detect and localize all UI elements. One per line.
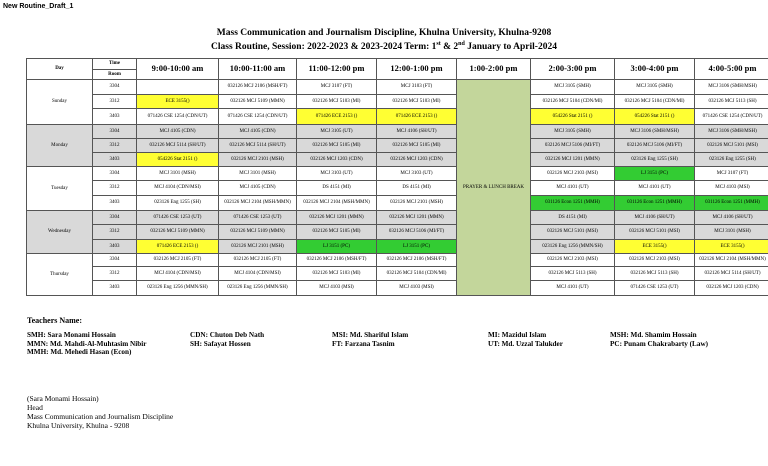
class-cell: 032126 MCJ 5114 (SH/UT) bbox=[695, 267, 768, 281]
teacher-column bbox=[488, 331, 563, 348]
class-cell: 071426 CSE 1254 (CDN/UT) bbox=[137, 109, 219, 125]
class-cell: LJ 3151 (PC) bbox=[615, 167, 695, 181]
class-cell: ECE 3155() bbox=[695, 240, 768, 254]
room-number: 3403 bbox=[93, 281, 137, 296]
class-cell: 032126 MCJ 2104 (MSH/MMN) bbox=[695, 254, 768, 267]
class-cell: 032126 MCJ 5113 (SH) bbox=[531, 267, 615, 281]
class-cell: 071426 CSE 1254 (CDN/UT) bbox=[219, 109, 297, 125]
class-cell: 032126 MCJ 1203 (CDN) bbox=[377, 153, 457, 167]
class-cell: 032126 MCJ 5103 (MI) bbox=[297, 267, 377, 281]
teacher-entry: MMN: Md. Mahdi-Al-Muhtasim Nibir bbox=[27, 339, 147, 348]
routine-row bbox=[27, 254, 768, 267]
teacher-entry: MMH: Md. Mehedi Hasan (Econ) bbox=[27, 348, 132, 357]
class-cell: MCJ 4105 (CDN) bbox=[219, 181, 297, 196]
class-cell: MCJ 4101 (UT) bbox=[615, 181, 695, 196]
class-cell: 032126 MCJ 5114 (SH/UT) bbox=[219, 139, 297, 153]
signature-university: Khulna University, Khulna - 9208 bbox=[27, 421, 130, 430]
class-cell: MCJ 3101 (MSH) bbox=[695, 225, 768, 240]
class-cell: MCJ 4106 (SH/UT) bbox=[615, 211, 695, 225]
teacher-entry: MSH: Md. Shamim Hossain bbox=[610, 331, 697, 339]
teachers-section bbox=[27, 317, 82, 329]
routine-row bbox=[27, 267, 768, 281]
class-cell: 032126 MCJ 5104 (CDN/MI) bbox=[615, 95, 695, 109]
class-cell: MCJ 4106 (SH/UT) bbox=[695, 211, 768, 225]
class-cell: 023126 Eng 1255 (SH) bbox=[615, 153, 695, 167]
class-cell: MCJ 3105 (SMH) bbox=[531, 80, 615, 95]
class-cell: MCJ 4101 (UT) bbox=[531, 281, 615, 296]
routine-row bbox=[27, 281, 768, 296]
class-cell: MCJ 3103 (UT) bbox=[297, 167, 377, 181]
class-cell: 071426 CSE 1254 (CDN/UT) bbox=[695, 109, 768, 125]
class-cell: DS 4151 (MI) bbox=[377, 181, 457, 196]
room-number: 3312 bbox=[93, 225, 137, 240]
day-label-monday: Monday bbox=[27, 125, 93, 167]
teacher-entry: MI: Mazidul Islam bbox=[488, 331, 547, 339]
class-cell: 032126 MCJ 1203 (CDN) bbox=[695, 281, 768, 296]
routine-row bbox=[27, 95, 768, 109]
teacher-entry: CDN: Chuton Deb Nath bbox=[190, 331, 265, 339]
slot-header: 3:00-4:00 pm bbox=[615, 59, 695, 80]
routine-row bbox=[27, 240, 768, 254]
class-cell: 032126 MCJ 5106 (MI/FT) bbox=[615, 139, 695, 153]
class-cell: LJ 3151 (PC) bbox=[297, 240, 377, 254]
class-cell: 032126 MCJ 5101 (MSI) bbox=[695, 139, 768, 153]
class-cell: 032126 MCJ 5101 (MSI) bbox=[615, 225, 695, 240]
class-cell bbox=[137, 80, 219, 95]
class-cell: 032126 MCJ 5104 (CDN/MI) bbox=[531, 95, 615, 109]
class-cell: 032126 MCJ 5103 (MI) bbox=[297, 95, 377, 109]
signature-name: (Sara Monami Hossain) bbox=[27, 394, 99, 403]
class-cell: 032126 MCJ 1201 (MMN) bbox=[531, 153, 615, 167]
teacher-column bbox=[27, 331, 146, 357]
class-cell: 054226 Stat 2151 () bbox=[531, 109, 615, 125]
class-cell: 032126 MCJ 5103 (MI) bbox=[377, 95, 457, 109]
class-cell: 032126 MCJ 1203 (CDN) bbox=[297, 153, 377, 167]
class-cell: 032126 MCJ 2106 (MSH/FT) bbox=[297, 254, 377, 267]
class-cell: 032126 MCJ 5109 (MMN) bbox=[137, 225, 219, 240]
class-cell: MCJ 4104 (CDN/MSI) bbox=[137, 267, 219, 281]
class-cell: 032126 MCJ 1201 (MMN) bbox=[377, 211, 457, 225]
class-cell: 032126 MCJ 2106 (MSH/FT) bbox=[377, 254, 457, 267]
class-cell: MCJ 4103 (MSI) bbox=[297, 281, 377, 296]
class-cell: 031126 Econ 1251 (MMH) bbox=[531, 196, 615, 211]
class-cell: 032126 MCJ 5104 (CDN/MI) bbox=[377, 267, 457, 281]
signature-role: Head bbox=[27, 403, 43, 412]
class-cell: 032126 MCJ 2105 (FT) bbox=[137, 254, 219, 267]
class-cell: MCJ 3107 (FT) bbox=[695, 167, 768, 181]
class-cell: ECE 3155() bbox=[137, 95, 219, 109]
day-label-thursday: Thursday bbox=[27, 254, 93, 296]
title-line-2: Class Routine, Session: 2022-2023 & 2023-2024 Term: 1st & 2nd January to April-2024 bbox=[211, 41, 557, 53]
class-cell: MCJ 3103 (UT) bbox=[377, 167, 457, 181]
teacher-entry: PC: Punam Chakrabarty (Law) bbox=[610, 339, 709, 348]
room-header: Room bbox=[93, 70, 137, 80]
class-cell: MCJ 4104 (CDN/MSI) bbox=[137, 181, 219, 196]
class-cell: 032126 MCJ 5109 (MMN) bbox=[219, 95, 297, 109]
day-header: Day bbox=[27, 59, 93, 80]
room-number: 3304 bbox=[93, 211, 137, 225]
class-cell: 032126 MCJ 5114 (SH/UT) bbox=[137, 139, 219, 153]
class-cell: 032126 MCJ 2103 (MSI) bbox=[531, 167, 615, 181]
slot-header: 12:00-1:00 pm bbox=[377, 59, 457, 80]
class-cell: MCJ 4104 (CDN/MSI) bbox=[219, 267, 297, 281]
class-cell: 071426 ECE 2153 () bbox=[297, 109, 377, 125]
class-cell: 032126 MCJ 5105 (MI) bbox=[297, 139, 377, 153]
class-cell: 032126 MCJ 5105 (MI) bbox=[377, 139, 457, 153]
class-cell: 023126 Eng 1256 (MMN/SH) bbox=[137, 281, 219, 296]
class-cell: ECE 3155() bbox=[615, 240, 695, 254]
routine-row bbox=[27, 211, 768, 225]
lunch-break-cell: PRAYER & LUNCH BREAK bbox=[457, 80, 531, 296]
class-cell: 032126 MCJ 5105 (MI) bbox=[297, 225, 377, 240]
day-label-wednesday: Wednesday bbox=[27, 211, 93, 254]
class-cell: 032126 MCJ 2101 (MSH) bbox=[219, 153, 297, 167]
routine-row bbox=[27, 167, 768, 181]
room-number: 3304 bbox=[93, 125, 137, 139]
class-cell: MCJ 3106 (SMH/MSH) bbox=[695, 80, 768, 95]
signature-block bbox=[27, 394, 173, 430]
class-cell: MCJ 3107 (FT) bbox=[297, 80, 377, 95]
teacher-column bbox=[610, 331, 708, 348]
class-cell: 032126 MCJ 5106 (MI/FT) bbox=[377, 225, 457, 240]
slot-header: 9:00-10:00 am bbox=[137, 59, 219, 80]
room-number: 3403 bbox=[93, 153, 137, 167]
document-name: New Routine_Draft_1 bbox=[3, 3, 74, 10]
slot-header-break: 1:00-2:00 pm bbox=[457, 59, 531, 80]
class-cell: MCJ 3105 (SMH) bbox=[531, 125, 615, 139]
class-cell: 032126 MCJ 1201 (MMN) bbox=[297, 211, 377, 225]
room-number: 3312 bbox=[93, 139, 137, 153]
title-line-1: Mass Communication and Journalism Discipline, Khulna University, Khulna-9208 bbox=[216, 28, 552, 38]
class-cell: MCJ 4103 (MSI) bbox=[377, 281, 457, 296]
class-cell: 071426 CSE 1253 (UT) bbox=[615, 281, 695, 296]
class-cell: 031126 Econ 1251 (MMH) bbox=[695, 196, 768, 211]
class-cell: MCJ 4105 (CDN) bbox=[219, 125, 297, 139]
class-cell: MCJ 3105 (UT) bbox=[297, 125, 377, 139]
slot-header: 11:00-12:00 pm bbox=[297, 59, 377, 80]
room-number: 3312 bbox=[93, 181, 137, 196]
class-cell: 032126 MCJ 2104 (MSH/MMN) bbox=[219, 196, 297, 211]
class-cell: DS 4151 (MI) bbox=[297, 181, 377, 196]
class-cell: 023126 Eng 1256 (MMN/SH) bbox=[531, 240, 615, 254]
teacher-entry: SH: Safayat Hossen bbox=[190, 339, 251, 348]
routine-row bbox=[27, 80, 768, 95]
class-cell: MCJ 3106 (SMH/MSH) bbox=[615, 125, 695, 139]
class-cell: MCJ 3101 (MSH) bbox=[137, 167, 219, 181]
class-cell: 023126 Eng 1255 (SH) bbox=[695, 153, 768, 167]
routine-table bbox=[26, 58, 768, 296]
teacher-entry: MSI: Md. Shariful Islam bbox=[332, 331, 409, 339]
class-cell: 032126 MCJ 5113 (SH) bbox=[695, 95, 768, 109]
class-cell: 032126 MCJ 2106 (MSH/FT) bbox=[219, 80, 297, 95]
class-cell: 032126 MCJ 5101 (MSI) bbox=[531, 225, 615, 240]
class-cell: 071426 ECE 2153 () bbox=[377, 109, 457, 125]
teachers-title: Teachers Name: bbox=[27, 316, 83, 325]
room-number: 3312 bbox=[93, 95, 137, 109]
routine-row bbox=[27, 109, 768, 125]
class-cell: 032126 MCJ 2103 (MSI) bbox=[531, 254, 615, 267]
slot-header: 10:00-11:00 am bbox=[219, 59, 297, 80]
teacher-entry: SMH: Sara Monami Hossain bbox=[27, 331, 116, 339]
class-cell: MCJ 4106 (SH/UT) bbox=[377, 125, 457, 139]
room-number: 3304 bbox=[93, 254, 137, 267]
slot-header: 2:00-3:00 pm bbox=[531, 59, 615, 80]
class-cell: 023126 Eng 1256 (MMN/SH) bbox=[219, 281, 297, 296]
routine-row bbox=[27, 225, 768, 240]
class-cell: 071426 CSE 1253 (UT) bbox=[137, 211, 219, 225]
time-header: Time bbox=[93, 59, 137, 70]
room-number: 3312 bbox=[93, 267, 137, 281]
class-cell: 032126 MCJ 2101 (MSH) bbox=[377, 196, 457, 211]
class-cell: 071426 CSE 1253 (UT) bbox=[219, 211, 297, 225]
class-cell: MCJ 3103 (FT) bbox=[377, 80, 457, 95]
class-cell: 054226 Stat 2151 () bbox=[137, 153, 219, 167]
class-cell: 023126 Eng 1255 (SH) bbox=[137, 196, 219, 211]
routine-row bbox=[27, 125, 768, 139]
room-number: 3403 bbox=[93, 196, 137, 211]
class-cell: DS 4151 (MI) bbox=[531, 211, 615, 225]
room-number: 3403 bbox=[93, 240, 137, 254]
class-cell: MCJ 3105 (SMH) bbox=[615, 80, 695, 95]
routine-row bbox=[27, 153, 768, 167]
teacher-entry: UT: Md. Uzzal Talukder bbox=[488, 339, 563, 348]
routine-row bbox=[27, 139, 768, 153]
class-cell: 032126 MCJ 2105 (FT) bbox=[219, 254, 297, 267]
class-cell: LJ 3151 (PC) bbox=[377, 240, 457, 254]
day-label-sunday: Sunday bbox=[27, 80, 93, 125]
class-cell: MCJ 3106 (SMH/MSH) bbox=[695, 125, 768, 139]
class-cell: 031126 Econ 1251 (MMH) bbox=[615, 196, 695, 211]
class-cell: 032126 MCJ 2103 (MSI) bbox=[615, 254, 695, 267]
class-cell: 071426 ECE 2153 () bbox=[137, 240, 219, 254]
class-cell: MCJ 4101 (UT) bbox=[531, 181, 615, 196]
class-cell: MCJ 4105 (CDN) bbox=[137, 125, 219, 139]
room-number: 3403 bbox=[93, 109, 137, 125]
signature-discipline: Mass Communication and Journalism Discipline bbox=[27, 412, 174, 421]
class-cell: 032126 MCJ 2104 (MSH/MMN) bbox=[297, 196, 377, 211]
room-number: 3304 bbox=[93, 167, 137, 181]
class-cell: MCJ 3101 (MSH) bbox=[219, 167, 297, 181]
teacher-entry: FT: Farzana Tasnim bbox=[332, 339, 395, 348]
teacher-column bbox=[332, 331, 408, 348]
class-cell: 054226 Stat 2151 () bbox=[615, 109, 695, 125]
class-cell: 032126 MCJ 2101 (MSH) bbox=[219, 240, 297, 254]
class-cell: 032126 MCJ 5106 (MI/FT) bbox=[531, 139, 615, 153]
room-number: 3304 bbox=[93, 80, 137, 95]
class-cell: MCJ 4103 (MSI) bbox=[695, 181, 768, 196]
slot-header: 4:00-5:00 pm bbox=[695, 59, 768, 80]
routine-row bbox=[27, 181, 768, 196]
class-cell: 032126 MCJ 5109 (MMN) bbox=[219, 225, 297, 240]
teacher-column bbox=[190, 331, 264, 348]
routine-row bbox=[27, 196, 768, 211]
day-label-tuesday: Tuesday bbox=[27, 167, 93, 211]
class-cell: 032126 MCJ 5113 (SH) bbox=[615, 267, 695, 281]
